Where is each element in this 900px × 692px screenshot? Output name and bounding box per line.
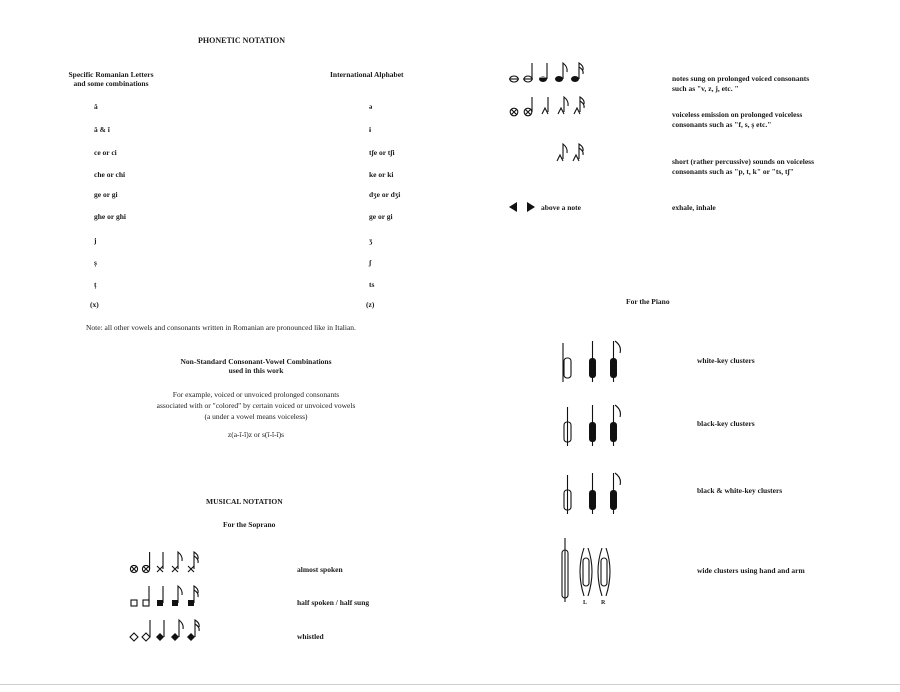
ipa-symbol: ts xyxy=(369,280,375,289)
note-half xyxy=(142,620,150,641)
note-sixteenth xyxy=(188,552,198,572)
voiced-consonant-line-2: such as "v, z, j, etc. " xyxy=(672,84,739,93)
half-spoken-notes-symbol xyxy=(128,582,204,610)
note-eighth xyxy=(171,620,183,641)
note-eighth xyxy=(172,586,182,606)
note-whole xyxy=(131,600,137,606)
voiced-consonant-line-1: notes sung on prolonged voiced consonants xyxy=(672,74,810,83)
page-bottom-edge xyxy=(0,684,900,685)
note-whole xyxy=(130,633,138,641)
black-white-key-clusters-label: black & white-key clusters xyxy=(697,486,783,495)
voiceless-emission-line-2: consonants such as "f, s, ș etc." xyxy=(672,120,772,129)
note-eighth xyxy=(555,63,567,82)
ro-letter: che or chi xyxy=(94,170,126,179)
pronunciation-note: Note: all other vowels and consonants written in Romanian are pronounced like in Italian. xyxy=(86,323,356,332)
musical-title: MUSICAL NOTATION xyxy=(206,497,283,506)
wide-clusters-symbol xyxy=(558,536,624,606)
wide-clusters-label: wide clusters using hand and arm xyxy=(697,566,805,575)
note-eighth xyxy=(172,552,182,572)
ro-letter: ce or ci xyxy=(94,148,117,157)
black-key-clusters-label: black-key clusters xyxy=(697,419,755,428)
black-key-clusters-symbol xyxy=(560,402,624,448)
arm-cluster xyxy=(562,538,568,602)
cluster-half xyxy=(589,341,596,382)
breath-arrows-caption: above a note xyxy=(541,203,581,212)
ipa-symbol: ə xyxy=(369,102,373,111)
note-sixteenth xyxy=(574,97,584,114)
note-half xyxy=(524,97,532,116)
cluster-whole xyxy=(563,343,571,382)
note-whole xyxy=(510,108,518,116)
ro-letters-header-line-1: Specific Romanian Letters xyxy=(68,70,154,79)
note-half xyxy=(143,586,149,606)
cluster-half xyxy=(589,405,596,446)
inhale-arrow-icon xyxy=(527,202,535,212)
note-eighth xyxy=(557,144,567,161)
cluster-eighth xyxy=(610,473,620,514)
left-hand-cluster xyxy=(580,548,592,596)
ro-letters-header xyxy=(50,70,172,88)
note-whole xyxy=(509,76,519,82)
ipa-symbol: ke or ki xyxy=(369,170,394,179)
cluster-whole xyxy=(564,407,571,446)
note-sixteenth xyxy=(188,586,198,606)
almost-spoken-notes-symbol xyxy=(128,548,204,576)
cluster-whole xyxy=(564,475,571,514)
note-sixteenth xyxy=(573,144,583,161)
percussive-text xyxy=(672,157,814,177)
ipa-symbol: ʃ xyxy=(369,258,372,267)
right-hand-label: R xyxy=(601,600,606,606)
voiceless-emission-text xyxy=(672,110,802,130)
left-hand-label: L xyxy=(583,600,588,606)
note-half xyxy=(142,552,149,573)
nonstandard-description xyxy=(120,389,392,422)
exhale-arrow-icon xyxy=(509,202,517,212)
percussive-line-2: consonants such as "p, t, k" or "ts, tʃ" xyxy=(672,167,794,176)
note-quarter xyxy=(157,586,163,606)
ipa-symbol: ɨ xyxy=(369,125,372,134)
note-eighth xyxy=(558,97,568,114)
white-key-clusters-label: white-key clusters xyxy=(697,356,755,365)
phonetic-title: PHONETIC NOTATION xyxy=(198,36,286,45)
black-white-key-clusters-symbol xyxy=(560,470,624,516)
ro-letter: ț xyxy=(94,280,97,289)
nonstandard-example: z(a-ĭ-ĭ)z or s(ĭ-ĭ-ĭ)s xyxy=(227,430,285,439)
ro-letter: â & î xyxy=(94,125,110,134)
nonstandard-title-line-2: used in this work xyxy=(228,366,284,375)
whistled-label: whistled xyxy=(297,632,324,641)
voiceless-emission-line-1: voiceless emission on prolonged voiceless xyxy=(672,110,803,119)
note-sixteenth xyxy=(187,620,199,641)
voiced-consonant-text xyxy=(672,74,809,94)
note-quarter xyxy=(156,620,164,641)
ro-letter: j xyxy=(94,236,97,245)
half-spoken-label: half spoken / half sung xyxy=(297,598,370,607)
voiced-consonant-notes-symbol xyxy=(508,60,590,86)
ro-letter: ghe or ghi xyxy=(94,212,126,221)
white-key-clusters-symbol xyxy=(560,338,624,384)
ipa-symbol: ʒ xyxy=(369,236,373,245)
right-hand-cluster xyxy=(598,548,610,596)
ro-letter: ă xyxy=(94,102,98,111)
soprano-header: For the Soprano xyxy=(223,520,276,529)
breath-arrows-meaning: exhale, inhale xyxy=(672,203,716,212)
breath-arrows-symbol xyxy=(508,201,538,213)
ro-letters-header-line-2: and some combinations xyxy=(73,79,149,88)
voiceless-emission-notes-symbol xyxy=(508,94,590,120)
cluster-eighth xyxy=(610,341,620,382)
note-quarter xyxy=(539,63,549,82)
ipa-symbol: dʒe or dʒi xyxy=(369,190,401,199)
ipa-header: International Alphabet xyxy=(330,70,404,79)
ipa-symbol: tʃe or tʃi xyxy=(369,148,395,157)
nonstandard-title xyxy=(140,357,372,375)
cluster-eighth xyxy=(610,405,620,446)
ipa-symbol: (z) xyxy=(366,300,375,309)
ipa-symbol: ge or gi xyxy=(369,212,393,221)
nonstandard-desc-line-3: (a under a vowel means voiceless) xyxy=(204,412,308,421)
ro-letter: ge or gi xyxy=(94,190,118,199)
nonstandard-desc-line-1: For example, voiced or unvoiced prolonged consonants xyxy=(172,390,340,399)
piano-header: For the Piano xyxy=(626,297,670,306)
percussive-notes-symbol xyxy=(555,140,589,166)
note-half xyxy=(523,63,533,82)
note-whole xyxy=(130,565,137,572)
ro-letter: ș xyxy=(94,258,97,267)
percussive-line-1: short (rather percussive) sounds on voiceless xyxy=(672,157,815,166)
nonstandard-title-line-1: Non-Standard Consonant-Vowel Combinations xyxy=(180,357,332,366)
ro-letter: (x) xyxy=(90,300,99,309)
almost-spoken-label: almost spoken xyxy=(297,565,343,574)
whistled-notes-symbol xyxy=(128,616,204,644)
cluster-half xyxy=(589,473,596,514)
note-quarter xyxy=(542,97,548,114)
note-sixteenth xyxy=(571,63,583,82)
note-quarter xyxy=(157,552,163,572)
nonstandard-desc-line-2: associated with or "colored" by certain voiced or unvoiced vowels xyxy=(156,401,356,410)
